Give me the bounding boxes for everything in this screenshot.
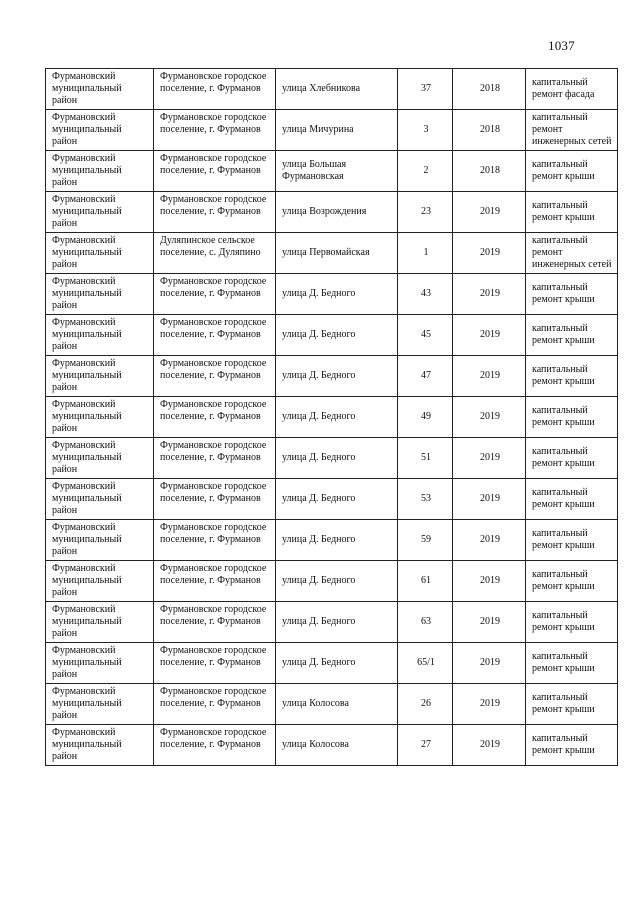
house-number-cell: 65/1 [398, 643, 453, 684]
table-row [46, 233, 618, 274]
work-type-cell: капитальный ремонт крыши [526, 479, 618, 520]
work-type-cell: капитальный ремонт крыши [526, 397, 618, 438]
house-number-cell: 37 [398, 69, 453, 110]
table-row [46, 602, 618, 643]
table-row [46, 561, 618, 602]
street-cell: улица Мичурина [276, 110, 398, 151]
table-row [46, 643, 618, 684]
year-cell: 2019 [453, 684, 526, 725]
street-cell: улица Д. Бедного [276, 438, 398, 479]
settlement-cell: Фурмановское городское поселение, г. Фурманов [154, 479, 276, 520]
settlement-cell: Фурмановское городское поселение, г. Фурманов [154, 397, 276, 438]
street-cell: улица Д. Бедного [276, 520, 398, 561]
district-cell: Фурмановский муниципальный район [46, 315, 154, 356]
street-cell: улица Д. Бедного [276, 561, 398, 602]
street-cell: улица Д. Бедного [276, 397, 398, 438]
district-cell: Фурмановский муниципальный район [46, 192, 154, 233]
settlement-cell: Фурмановское городское поселение, г. Фурманов [154, 520, 276, 561]
year-cell: 2019 [453, 479, 526, 520]
work-type-cell: капитальный ремонт крыши [526, 315, 618, 356]
settlement-cell: Дуляпинское сельское поселение, с. Дуляпино [154, 233, 276, 274]
house-number-cell: 61 [398, 561, 453, 602]
repair-schedule-table [45, 68, 618, 766]
house-number-cell: 26 [398, 684, 453, 725]
district-cell: Фурмановский муниципальный район [46, 561, 154, 602]
table-row [46, 520, 618, 561]
street-cell: улица Колосова [276, 684, 398, 725]
district-cell: Фурмановский муниципальный район [46, 725, 154, 766]
district-cell: Фурмановский муниципальный район [46, 233, 154, 274]
year-cell: 2019 [453, 643, 526, 684]
table-row [46, 69, 618, 110]
settlement-cell: Фурмановское городское поселение, г. Фурманов [154, 192, 276, 233]
district-cell: Фурмановский муниципальный район [46, 69, 154, 110]
year-cell: 2019 [453, 397, 526, 438]
table-row [46, 438, 618, 479]
settlement-cell: Фурмановское городское поселение, г. Фурманов [154, 643, 276, 684]
settlement-cell: Фурмановское городское поселение, г. Фурманов [154, 69, 276, 110]
house-number-cell: 43 [398, 274, 453, 315]
work-type-cell: капитальный ремонт крыши [526, 438, 618, 479]
district-cell: Фурмановский муниципальный район [46, 684, 154, 725]
settlement-cell: Фурмановское городское поселение, г. Фурманов [154, 725, 276, 766]
district-cell: Фурмановский муниципальный район [46, 438, 154, 479]
settlement-cell: Фурмановское городское поселение, г. Фурманов [154, 110, 276, 151]
year-cell: 2019 [453, 438, 526, 479]
street-cell: улица Большая Фурмановская [276, 151, 398, 192]
house-number-cell: 49 [398, 397, 453, 438]
street-cell: улица Возрождения [276, 192, 398, 233]
table-row [46, 725, 618, 766]
house-number-cell: 47 [398, 356, 453, 397]
year-cell: 2019 [453, 520, 526, 561]
house-number-cell: 3 [398, 110, 453, 151]
work-type-cell: капитальный ремонт крыши [526, 602, 618, 643]
street-cell: улица Д. Бедного [276, 643, 398, 684]
district-cell: Фурмановский муниципальный район [46, 274, 154, 315]
page-number: 1037 [548, 38, 575, 53]
table-body [46, 69, 618, 766]
table-row [46, 151, 618, 192]
settlement-cell: Фурмановское городское поселение, г. Фурманов [154, 684, 276, 725]
year-cell: 2019 [453, 561, 526, 602]
work-type-cell: капитальный ремонт крыши [526, 356, 618, 397]
district-cell: Фурмановский муниципальный район [46, 643, 154, 684]
street-cell: улица Д. Бедного [276, 479, 398, 520]
year-cell: 2018 [453, 151, 526, 192]
district-cell: Фурмановский муниципальный район [46, 110, 154, 151]
work-type-cell: капитальный ремонт инженерных сетей [526, 110, 618, 151]
district-cell: Фурмановский муниципальный район [46, 397, 154, 438]
year-cell: 2019 [453, 602, 526, 643]
district-cell: Фурмановский муниципальный район [46, 520, 154, 561]
work-type-cell: капитальный ремонт инженерных сетей [526, 233, 618, 274]
year-cell: 2018 [453, 110, 526, 151]
settlement-cell: Фурмановское городское поселение, г. Фурманов [154, 274, 276, 315]
table-row [46, 110, 618, 151]
district-cell: Фурмановский муниципальный район [46, 479, 154, 520]
house-number-cell: 23 [398, 192, 453, 233]
table-row [46, 684, 618, 725]
settlement-cell: Фурмановское городское поселение, г. Фурманов [154, 602, 276, 643]
settlement-cell: Фурмановское городское поселение, г. Фурманов [154, 151, 276, 192]
year-cell: 2019 [453, 233, 526, 274]
street-cell: улица Д. Бедного [276, 315, 398, 356]
house-number-cell: 2 [398, 151, 453, 192]
year-cell: 2019 [453, 192, 526, 233]
year-cell: 2019 [453, 315, 526, 356]
year-cell: 2018 [453, 69, 526, 110]
street-cell: улица Д. Бедного [276, 274, 398, 315]
work-type-cell: капитальный ремонт крыши [526, 274, 618, 315]
street-cell: улица Д. Бедного [276, 602, 398, 643]
table-row [46, 274, 618, 315]
settlement-cell: Фурмановское городское поселение, г. Фурманов [154, 561, 276, 602]
house-number-cell: 1 [398, 233, 453, 274]
street-cell: улица Колосова [276, 725, 398, 766]
table-row [46, 397, 618, 438]
year-cell: 2019 [453, 356, 526, 397]
work-type-cell: капитальный ремонт крыши [526, 684, 618, 725]
house-number-cell: 27 [398, 725, 453, 766]
work-type-cell: капитальный ремонт крыши [526, 520, 618, 561]
work-type-cell: капитальный ремонт фасада [526, 69, 618, 110]
house-number-cell: 51 [398, 438, 453, 479]
settlement-cell: Фурмановское городское поселение, г. Фурманов [154, 438, 276, 479]
table-row [46, 315, 618, 356]
district-cell: Фурмановский муниципальный район [46, 151, 154, 192]
house-number-cell: 45 [398, 315, 453, 356]
work-type-cell: капитальный ремонт крыши [526, 192, 618, 233]
year-cell: 2019 [453, 725, 526, 766]
work-type-cell: капитальный ремонт крыши [526, 561, 618, 602]
house-number-cell: 63 [398, 602, 453, 643]
street-cell: улица Д. Бедного [276, 356, 398, 397]
settlement-cell: Фурмановское городское поселение, г. Фурманов [154, 315, 276, 356]
work-type-cell: капитальный ремонт крыши [526, 151, 618, 192]
district-cell: Фурмановский муниципальный район [46, 356, 154, 397]
street-cell: улица Первомайская [276, 233, 398, 274]
work-type-cell: капитальный ремонт крыши [526, 725, 618, 766]
work-type-cell: капитальный ремонт крыши [526, 643, 618, 684]
house-number-cell: 59 [398, 520, 453, 561]
street-cell: улица Хлебникова [276, 69, 398, 110]
settlement-cell: Фурмановское городское поселение, г. Фурманов [154, 356, 276, 397]
table-row [46, 192, 618, 233]
district-cell: Фурмановский муниципальный район [46, 602, 154, 643]
year-cell: 2019 [453, 274, 526, 315]
table-row [46, 356, 618, 397]
house-number-cell: 53 [398, 479, 453, 520]
table-row [46, 479, 618, 520]
